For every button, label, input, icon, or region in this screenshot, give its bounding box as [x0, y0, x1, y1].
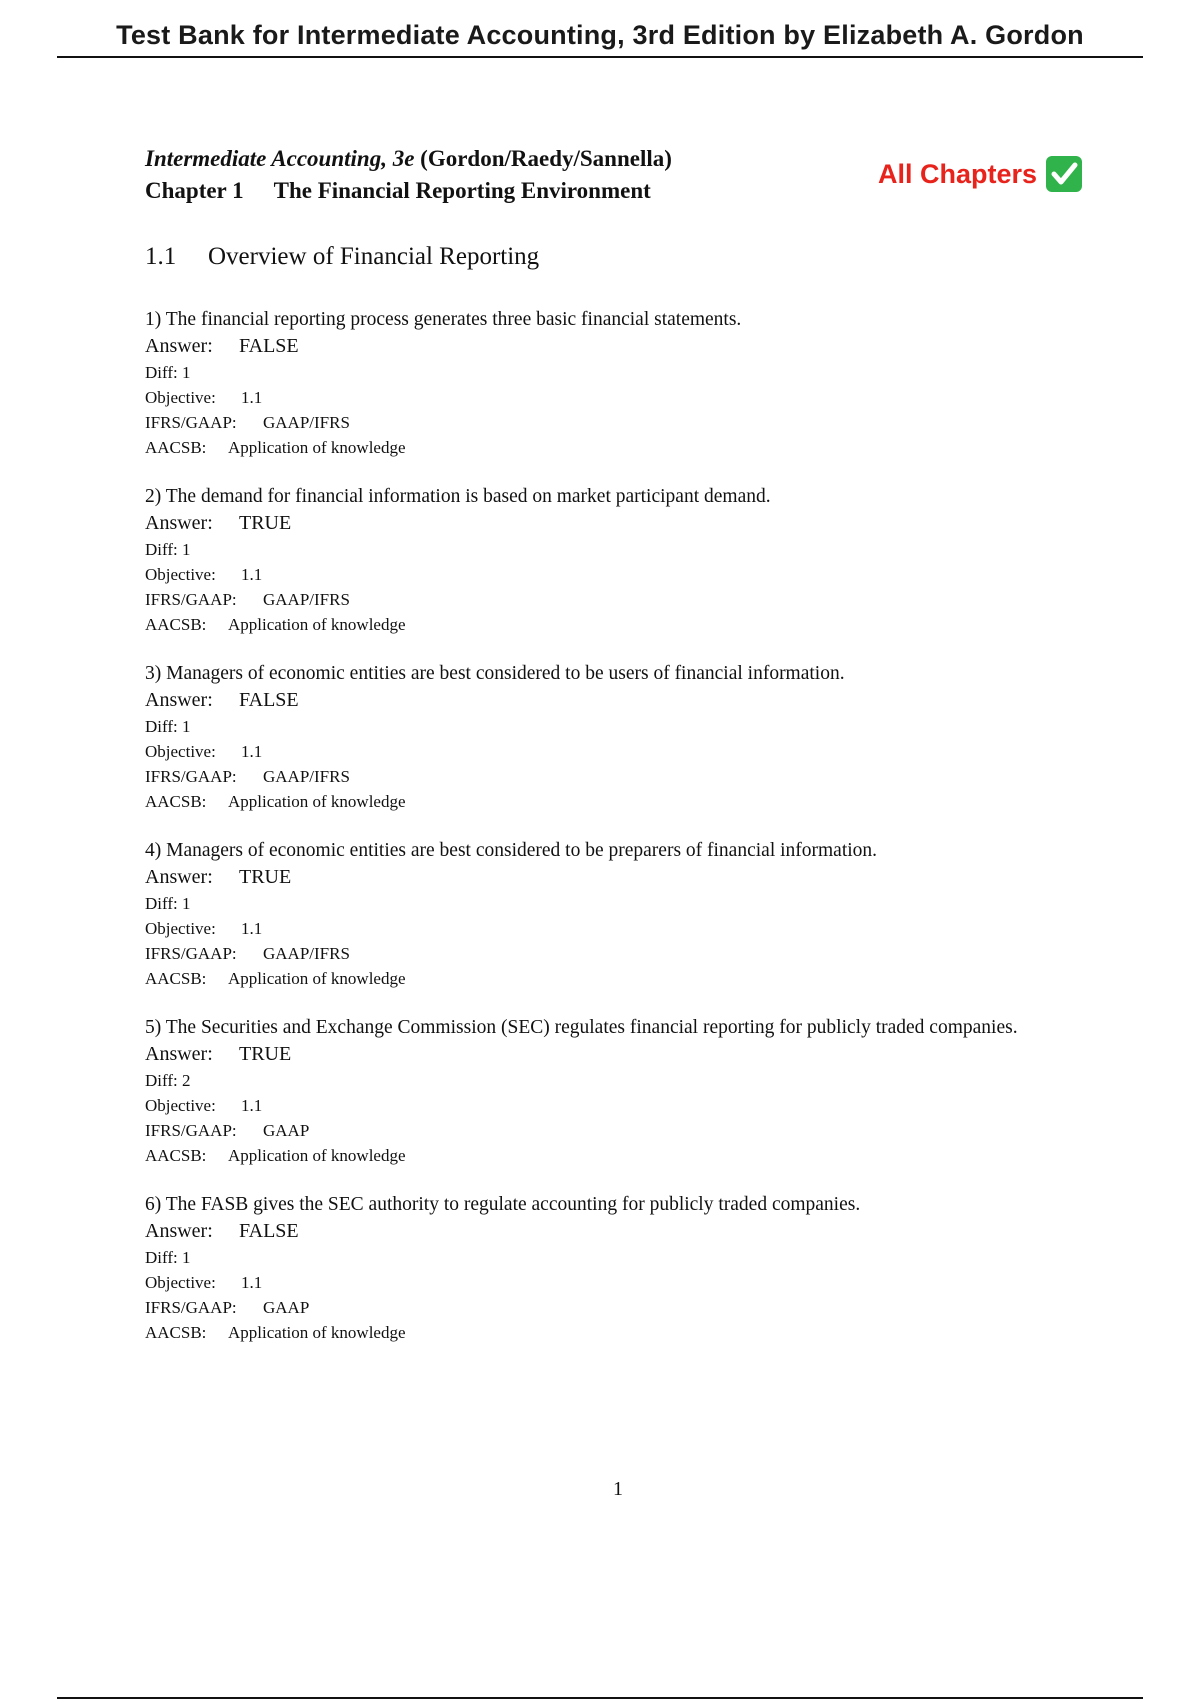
- objective-value: 1.1: [241, 565, 263, 584]
- aacsb-label: AACSB:: [145, 438, 207, 457]
- question-diff: [145, 891, 1045, 916]
- diff-value: 1: [182, 363, 191, 382]
- diff-label: Diff:: [145, 540, 178, 559]
- question-objective: [145, 1093, 1045, 1118]
- aacsb-label: AACSB:: [145, 969, 207, 988]
- question-answer: [145, 864, 1045, 891]
- book-header: [145, 143, 672, 207]
- ifrs-gaap-value: GAAP: [263, 1298, 310, 1317]
- question-text: 2) The demand for financial information is based on market participant demand.: [145, 486, 771, 507]
- objective-value: 1.1: [241, 388, 263, 407]
- objective-label: Objective:: [145, 919, 216, 938]
- diff-label: Diff:: [145, 1071, 178, 1090]
- answer-value: FALSE: [239, 335, 299, 357]
- objective-label: Objective:: [145, 742, 216, 761]
- question-ifrs-gaap: [145, 764, 1045, 789]
- question-answer: [145, 1041, 1045, 1068]
- question-aacsb: [145, 435, 1045, 460]
- ifrs-gaap-value: GAAP: [263, 1121, 310, 1140]
- question-objective: [145, 739, 1045, 764]
- answer-label: Answer:: [145, 1220, 213, 1242]
- answer-value: TRUE: [239, 866, 292, 888]
- question-text: 1) The financial reporting process generates three basic financial statements.: [145, 309, 742, 330]
- aacsb-value: Application of knowledge: [228, 1323, 406, 1342]
- ifrs-gaap-value: GAAP/IFRS: [263, 944, 350, 963]
- diff-label: Diff:: [145, 717, 178, 736]
- answer-value: FALSE: [239, 1220, 299, 1242]
- answer-value: FALSE: [239, 689, 299, 711]
- objective-value: 1.1: [241, 742, 263, 761]
- diff-value: 1: [182, 1248, 191, 1267]
- question-text: 5) The Securities and Exchange Commission (SEC) regulates financial reporting for publicly traded companies.: [145, 1017, 1018, 1038]
- question-answer: [145, 510, 1045, 537]
- objective-label: Objective:: [145, 1096, 216, 1115]
- question-answer: [145, 1218, 1045, 1245]
- ifrs-gaap-label: IFRS/GAAP:: [145, 413, 237, 432]
- question-aacsb: [145, 789, 1045, 814]
- ifrs-gaap-value: GAAP/IFRS: [263, 413, 350, 432]
- answer-label: Answer:: [145, 866, 213, 888]
- diff-value: 1: [182, 894, 191, 913]
- document-banner: [57, 18, 1143, 58]
- ifrs-gaap-label: IFRS/GAAP:: [145, 1298, 237, 1317]
- diff-label: Diff:: [145, 363, 178, 382]
- question-aacsb: [145, 1320, 1045, 1345]
- book-title: Intermediate Accounting, 3e: [145, 146, 415, 171]
- question-diff: [145, 714, 1045, 739]
- objective-label: Objective:: [145, 1273, 216, 1292]
- ifrs-gaap-label: IFRS/GAAP:: [145, 590, 237, 609]
- chapter-line: [145, 175, 672, 207]
- chapter-label: Chapter 1: [145, 178, 244, 203]
- question-list: [145, 306, 1045, 1368]
- objective-label: Objective:: [145, 388, 216, 407]
- aacsb-value: Application of knowledge: [228, 969, 406, 988]
- all-chapters-label: All Chapters: [878, 158, 1038, 189]
- diff-value: 1: [182, 717, 191, 736]
- objective-label: Objective:: [145, 565, 216, 584]
- question-ifrs-gaap: [145, 587, 1045, 612]
- answer-label: Answer:: [145, 689, 213, 711]
- check-mark-icon: [1045, 155, 1083, 193]
- question-aacsb: [145, 966, 1045, 991]
- answer-label: Answer:: [145, 1043, 213, 1065]
- question-diff: [145, 1245, 1045, 1270]
- aacsb-value: Application of knowledge: [228, 1146, 406, 1165]
- book-authors: (Gordon/Raedy/Sannella): [420, 146, 672, 171]
- aacsb-label: AACSB:: [145, 615, 207, 634]
- aacsb-label: AACSB:: [145, 1146, 207, 1165]
- question-text: 6) The FASB gives the SEC authority to regulate accounting for publicly traded companies.: [145, 1194, 861, 1215]
- page-number: 1: [613, 1478, 623, 1500]
- book-title-line: [145, 143, 672, 175]
- ifrs-gaap-label: IFRS/GAAP:: [145, 944, 237, 963]
- diff-label: Diff:: [145, 894, 178, 913]
- question-text: 4) Managers of economic entities are best considered to be preparers of financial information.: [145, 840, 878, 861]
- question-answer: [145, 333, 1045, 360]
- diff-value: 2: [182, 1071, 191, 1090]
- question-objective: [145, 562, 1045, 587]
- question-ifrs-gaap: [145, 1118, 1045, 1143]
- ifrs-gaap-value: GAAP/IFRS: [263, 767, 350, 786]
- answer-label: Answer:: [145, 512, 213, 534]
- question-item: [145, 1191, 1045, 1345]
- question-objective: [145, 916, 1045, 941]
- question-objective: [145, 385, 1045, 410]
- question-aacsb: [145, 612, 1045, 637]
- question-diff: [145, 537, 1045, 562]
- all-chapters-badge: [878, 155, 1083, 193]
- objective-value: 1.1: [241, 1273, 263, 1292]
- objective-value: 1.1: [241, 1096, 263, 1115]
- aacsb-value: Application of knowledge: [228, 438, 406, 457]
- question-objective: [145, 1270, 1045, 1295]
- question-item: [145, 660, 1045, 814]
- chapter-name: The Financial Reporting Environment: [273, 178, 651, 203]
- section-number: 1.1: [145, 243, 177, 270]
- answer-value: TRUE: [239, 512, 292, 534]
- question-diff: [145, 360, 1045, 385]
- ifrs-gaap-label: IFRS/GAAP:: [145, 767, 237, 786]
- diff-value: 1: [182, 540, 191, 559]
- ifrs-gaap-value: GAAP/IFRS: [263, 590, 350, 609]
- question-item: [145, 837, 1045, 991]
- section-heading: [145, 240, 539, 274]
- question-aacsb: [145, 1143, 1045, 1168]
- answer-label: Answer:: [145, 335, 213, 357]
- aacsb-value: Application of knowledge: [228, 615, 406, 634]
- question-text: 3) Managers of economic entities are best considered to be users of financial information.: [145, 663, 845, 684]
- aacsb-value: Application of knowledge: [228, 792, 406, 811]
- question-ifrs-gaap: [145, 410, 1045, 435]
- question-ifrs-gaap: [145, 941, 1045, 966]
- diff-label: Diff:: [145, 1248, 178, 1267]
- banner-title: Test Bank for Intermediate Accounting, 3rd Edition by Elizabeth A. Gordon: [116, 20, 1084, 50]
- bottom-rule: [57, 1697, 1143, 1699]
- section-title: Overview of Financial Reporting: [208, 243, 540, 270]
- answer-value: TRUE: [239, 1043, 292, 1065]
- question-ifrs-gaap: [145, 1295, 1045, 1320]
- question-item: [145, 306, 1045, 460]
- objective-value: 1.1: [241, 919, 263, 938]
- aacsb-label: AACSB:: [145, 792, 207, 811]
- question-answer: [145, 687, 1045, 714]
- question-item: [145, 1014, 1045, 1168]
- question-diff: [145, 1068, 1045, 1093]
- ifrs-gaap-label: IFRS/GAAP:: [145, 1121, 237, 1140]
- question-item: [145, 483, 1045, 637]
- aacsb-label: AACSB:: [145, 1323, 207, 1342]
